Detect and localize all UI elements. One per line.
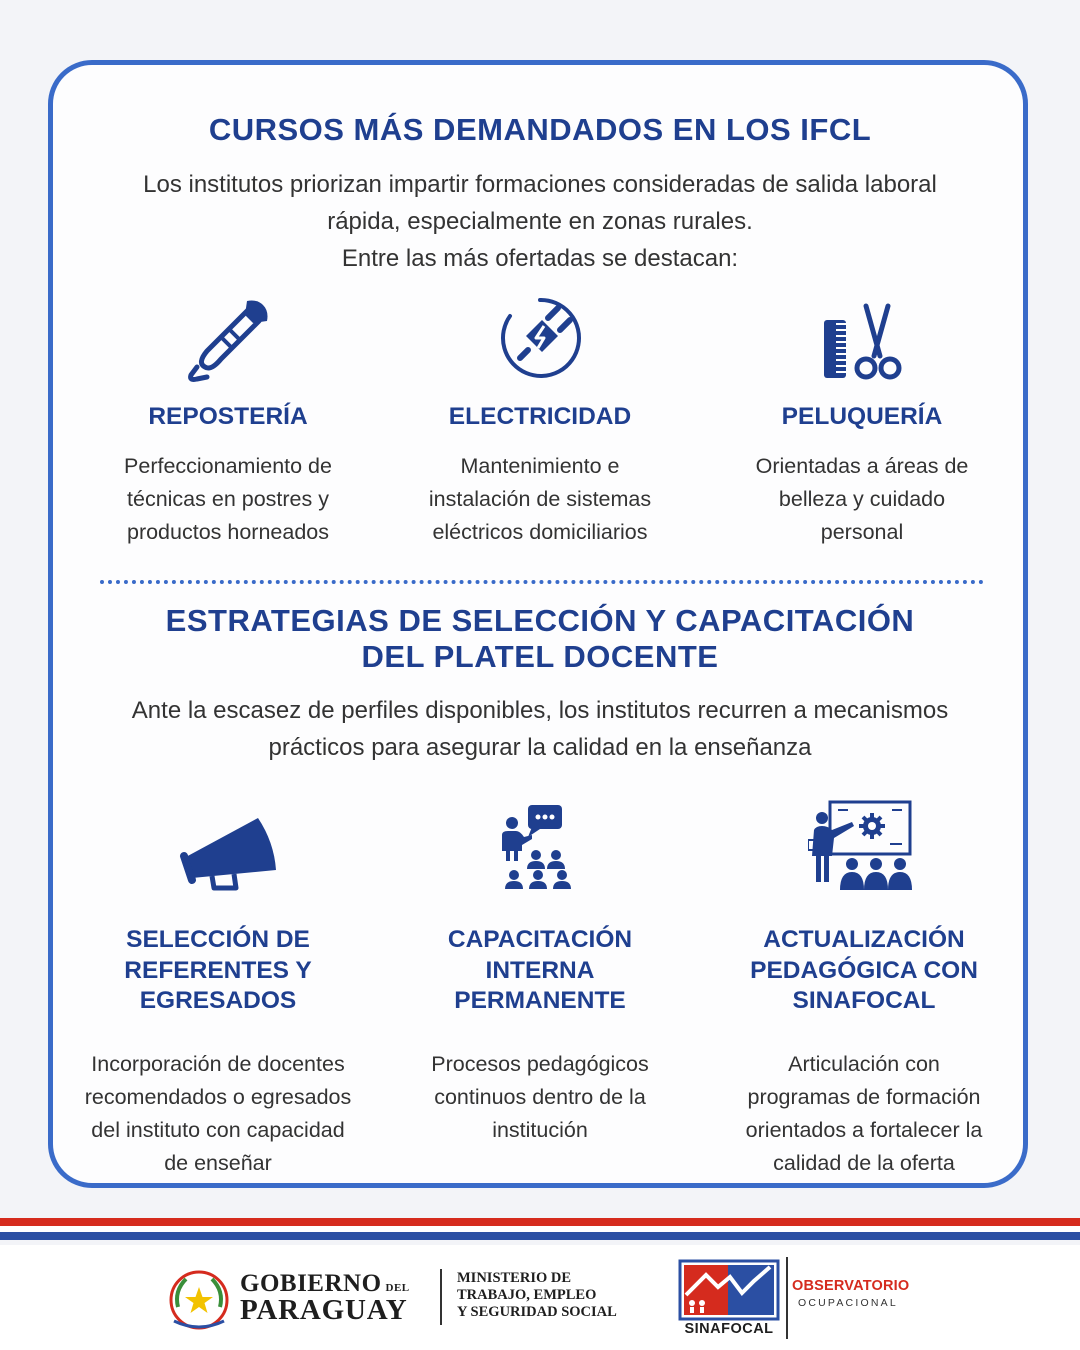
desc-line: recomendados o egresados — [84, 1084, 352, 1109]
group-training-icon — [498, 803, 582, 893]
strategy-title — [58, 925, 378, 1017]
title-line: EGRESADOS — [139, 987, 297, 1014]
title-line: INTERNA — [485, 956, 595, 984]
comb-scissors-icon — [820, 300, 906, 384]
course-title: ELECTRICIDAD — [448, 403, 632, 430]
dotted-divider — [100, 580, 984, 584]
strategy-title — [704, 925, 1024, 1017]
intro-line: Entre las más ofertadas se destacan: — [341, 245, 739, 272]
strategy-desc — [58, 1048, 378, 1180]
desc-line: técnicas en postres y — [127, 486, 329, 511]
piping-bag-icon — [183, 295, 273, 385]
desc-line: personal — [820, 519, 904, 544]
title-line: REFERENTES Y — [124, 956, 312, 984]
footer — [0, 1245, 1080, 1350]
strategy-actualizacion — [704, 925, 1024, 1180]
paraguay-seal-icon — [166, 1269, 232, 1331]
intro-line: Ante la escasez de perfiles disponibles, los institutos recurren a mecanismos — [131, 697, 949, 724]
footer-divider — [440, 1269, 442, 1325]
title-line: PERMANENTE — [454, 987, 626, 1014]
ministry-line: Y SEGURIDAD SOCIAL — [457, 1304, 617, 1320]
desc-line: de enseñar — [164, 1150, 272, 1175]
title-line: ACTUALIZACIÓN — [763, 926, 965, 953]
courses-intro — [60, 166, 1020, 277]
desc-line: Procesos pedagógicos — [431, 1051, 649, 1076]
course-peluqueria — [702, 402, 1022, 549]
section-title-strategies — [0, 603, 1080, 675]
course-electricidad — [380, 402, 700, 549]
strategy-desc — [380, 1048, 700, 1147]
ministry-line: MINISTERIO DE — [457, 1270, 572, 1286]
section-title-courses: CURSOS MÁS DEMANDADOS EN LOS IFCL — [208, 112, 872, 147]
desc-line: eléctricos domiciliarios — [432, 519, 648, 544]
sinafocal-label: SINAFOCAL — [684, 1321, 774, 1337]
ocupacional-label: OCUPACIONAL — [798, 1297, 898, 1309]
title-line: SINAFOCAL — [792, 987, 936, 1014]
intro-line: prácticos para asegurar la calidad en la enseñanza — [268, 734, 812, 761]
course-desc — [380, 450, 700, 549]
title-line: ESTRATEGIAS DE SELECCIÓN Y CAPACITACIÓN — [165, 603, 915, 638]
presentation-board-icon — [808, 800, 918, 892]
del-text: DEL — [385, 1282, 410, 1294]
observatorio-label: OBSERVATORIO — [792, 1278, 910, 1294]
desc-line: continuos dentro de la — [434, 1084, 646, 1109]
title-line: PEDAGÓGICA CON — [750, 956, 978, 984]
desc-line: Mantenimiento e — [460, 453, 620, 478]
desc-line: programas de formación — [747, 1084, 981, 1109]
sinafocal-logo-icon — [678, 1259, 780, 1321]
course-desc — [702, 450, 1022, 549]
desc-line: Orientadas a áreas de — [755, 453, 969, 478]
desc-line: instalación de sistemas — [428, 486, 652, 511]
strategy-title — [380, 925, 700, 1017]
course-reposteria — [68, 402, 388, 549]
intro-line: Los institutos priorizan impartir formaciones consideradas de salida laboral — [143, 171, 937, 198]
intro-line: rápida, especialmente en zonas rurales. — [327, 208, 753, 235]
desc-line: institución — [492, 1117, 588, 1142]
flag-stripe-red — [0, 1218, 1080, 1226]
desc-line: productos horneados — [126, 519, 329, 544]
desc-line: belleza y cuidado — [778, 486, 946, 511]
desc-line: Perfeccionamiento de — [124, 453, 332, 478]
strategy-desc — [704, 1048, 1024, 1180]
ministry-line: TRABAJO, EMPLEO — [457, 1287, 597, 1303]
flag-stripe-blue — [0, 1232, 1080, 1240]
course-title: REPOSTERÍA — [148, 403, 308, 430]
desc-line: calidad de la oferta — [773, 1150, 955, 1175]
course-desc — [68, 450, 388, 549]
footer-divider-2 — [786, 1257, 788, 1339]
desc-line: Articulación con — [788, 1051, 940, 1076]
title-line: CAPACITACIÓN — [447, 926, 633, 953]
gobierno-text: GOBIERNO — [240, 1270, 382, 1297]
title-line: SELECCIÓN DE — [126, 926, 310, 953]
strategy-capacitacion — [380, 925, 700, 1147]
electric-plug-icon — [498, 296, 582, 380]
desc-line: del instituto con capacidad — [91, 1117, 345, 1142]
title-line: DEL PLATEL DOCENTE — [361, 639, 719, 674]
paraguay-label: PARAGUAY — [240, 1294, 408, 1326]
course-title: PELUQUERÍA — [781, 403, 943, 430]
desc-line: Incorporación de docentes — [91, 1051, 345, 1076]
megaphone-icon — [178, 812, 280, 892]
strategy-seleccion — [58, 925, 378, 1180]
ministry-label — [457, 1270, 617, 1321]
desc-line: orientados a fortalecer la — [745, 1117, 983, 1142]
strategies-intro — [60, 692, 1020, 766]
